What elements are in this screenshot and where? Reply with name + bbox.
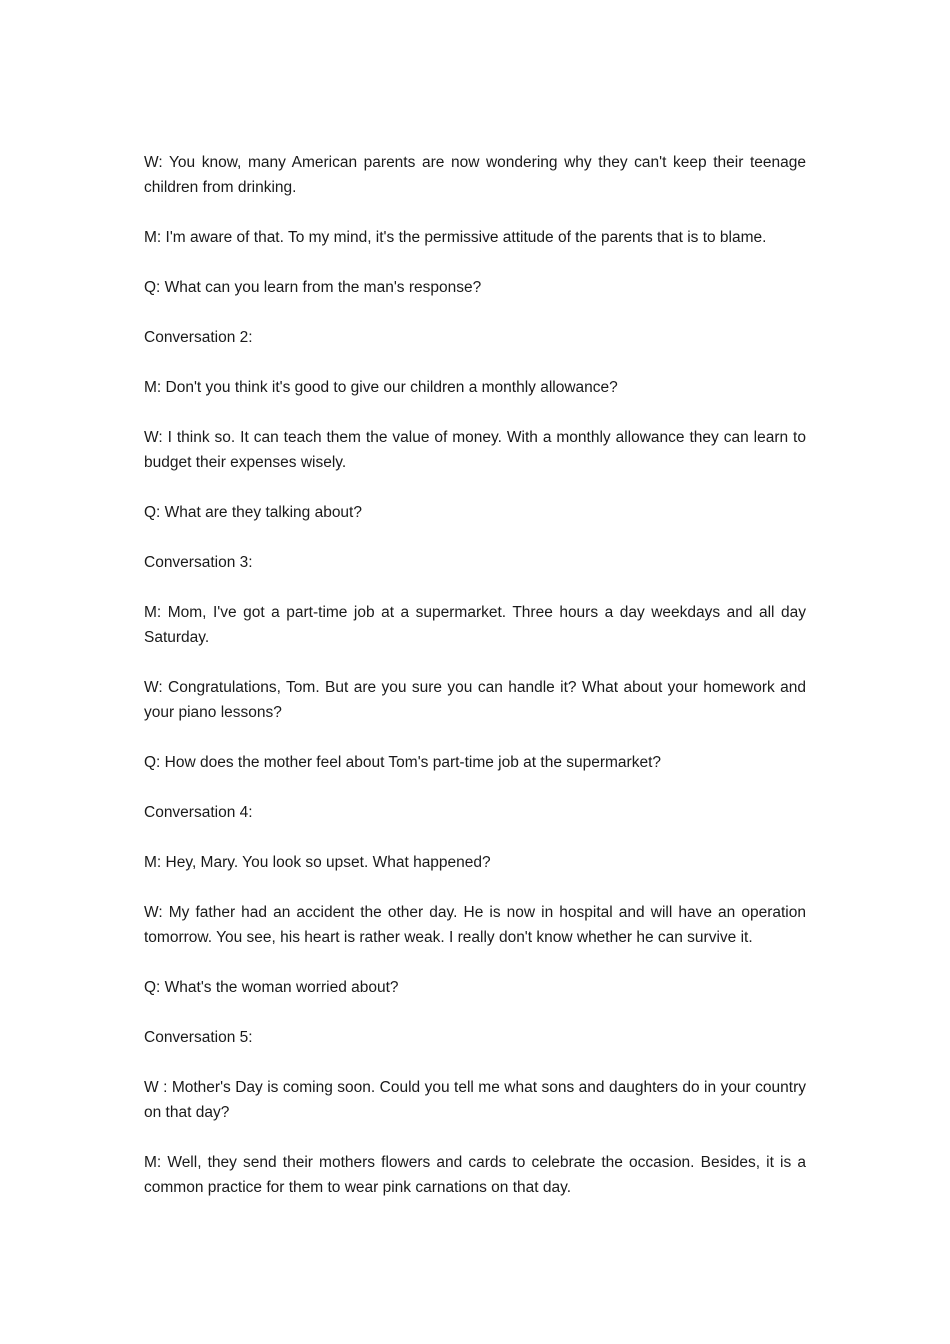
dialogue-line: M: Hey, Mary. You look so upset. What happened?: [144, 854, 491, 871]
dialogue-line: W: My father had an accident the other day. He is now in hospital and will have an operation tomorrow. You see, his heart is rather weak. I really don't know whether he can survive it.: [144, 904, 806, 946]
dialogue-line: W: You know, many American parents are now wondering why they can't keep their teenage children from drinking.: [144, 154, 806, 196]
dialogue-line: W : Mother's Day is coming soon. Could you tell me what sons and daughters do in your country on that day?: [144, 1079, 806, 1121]
dialogue-line: M: Mom, I've got a part-time job at a supermarket. Three hours a day weekdays and all day Saturday.: [144, 604, 806, 646]
question-line: Q: What's the woman worried about?: [144, 979, 399, 996]
dialogue-line: M: Well, they send their mothers flowers and cards to celebrate the occasion. Besides, it is a common practice for them to wear pink carnations on that day.: [144, 1154, 806, 1196]
question-line: Q: How does the mother feel about Tom's part-time job at the supermarket?: [144, 754, 662, 771]
conversation-heading: Conversation 5:: [144, 1029, 253, 1046]
conversation-heading: Conversation 3:: [144, 554, 253, 571]
conversation-heading: Conversation 4:: [144, 804, 253, 821]
dialogue-line: M: Don't you think it's good to give our children a monthly allowance?: [144, 379, 618, 396]
document-page: [144, 150, 806, 1225]
question-line: Q: What are they talking about?: [144, 504, 362, 521]
dialogue-line: M: I'm aware of that. To my mind, it's the permissive attitude of the parents that is to blame.: [144, 229, 767, 246]
conversation-heading: Conversation 2:: [144, 329, 253, 346]
dialogue-line: W: Congratulations, Tom. But are you sure you can handle it? What about your homework and your piano lessons?: [144, 679, 806, 721]
dialogue-line: W: I think so. It can teach them the value of money. With a monthly allowance they can learn to budget their expenses wisely.: [144, 429, 806, 471]
question-line: Q: What can you learn from the man's response?: [144, 279, 482, 296]
